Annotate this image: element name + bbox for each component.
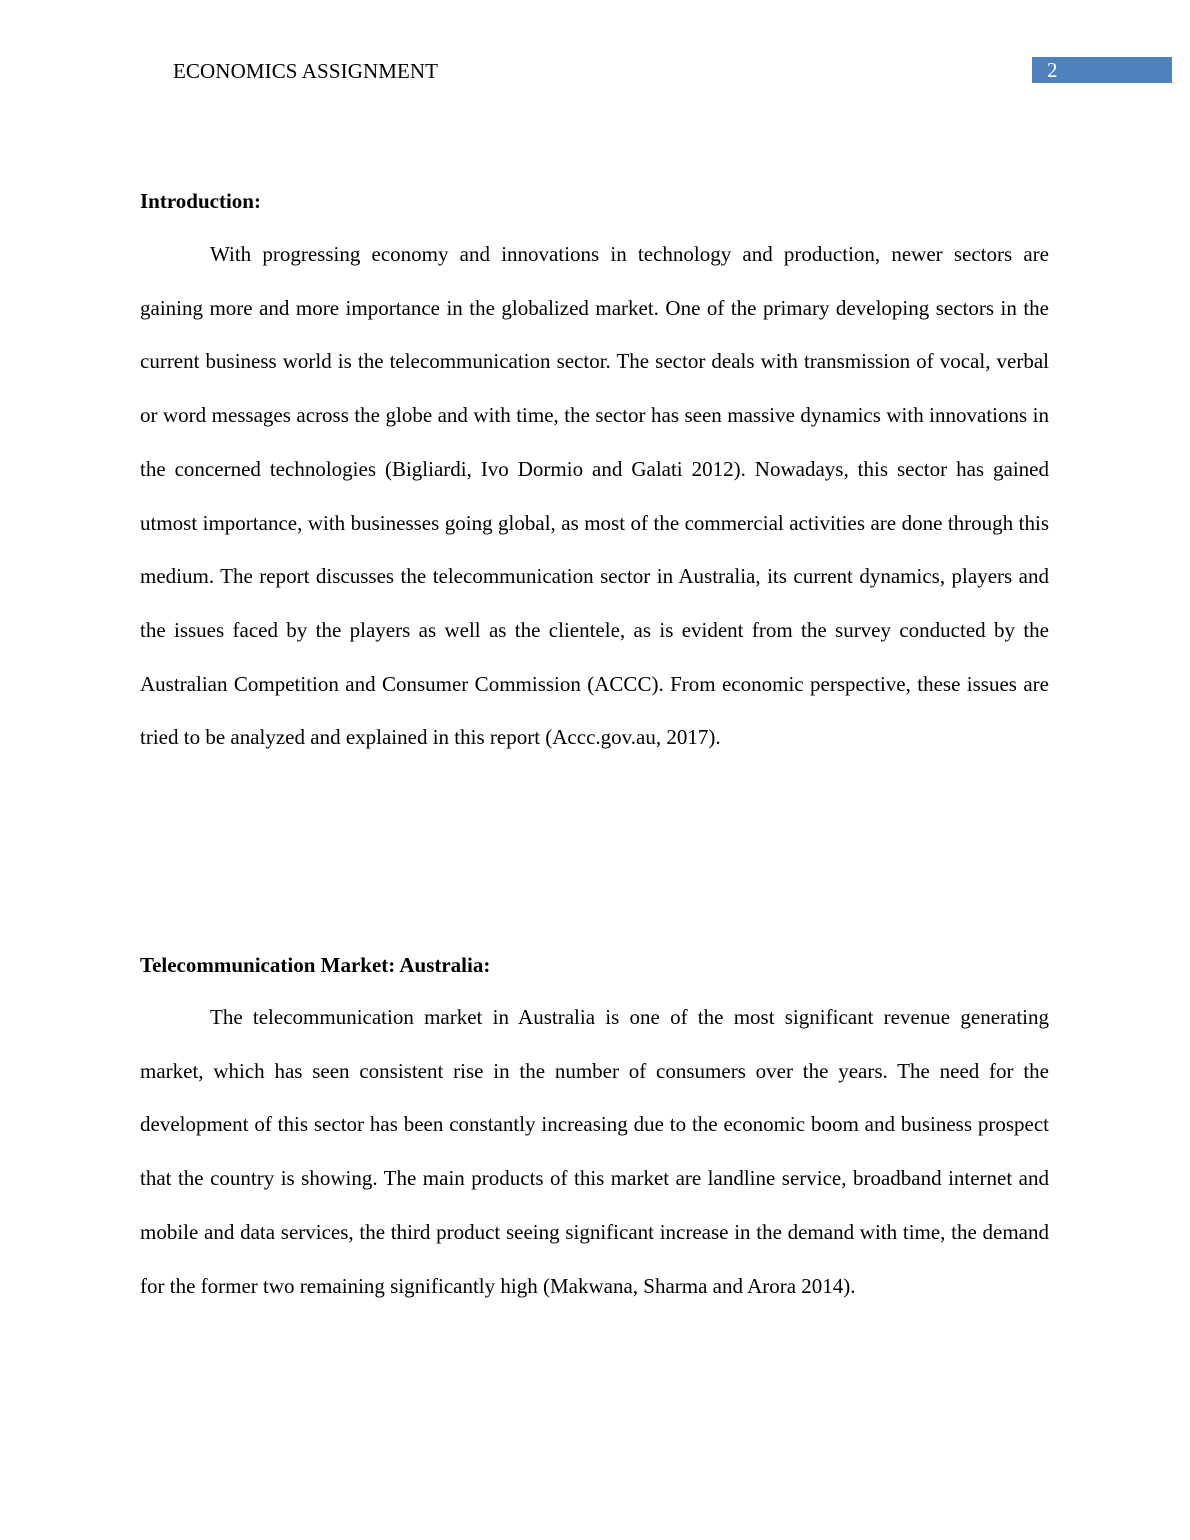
running-header-title: ECONOMICS ASSIGNMENT xyxy=(173,59,439,83)
section-heading-introduction: Introduction: xyxy=(140,189,261,213)
page-number: 2 xyxy=(1047,58,1058,82)
page-number-badge xyxy=(1032,57,1172,83)
section-heading-telecommunication-market: Telecommunication Market: Australia: xyxy=(140,953,491,977)
introduction-paragraph: With progressing economy and innovations in technology and production, newer sectors are gaining more and more importance in the globalized market. One of the primary developing sectors in the current business world is the telecommunication sector. The sector deals with transmission of vocal, verbal or word messages across the globe and with time, the sector has seen massive dynamics with innovations in the concerned technologies (Bigliardi, Ivo Dormio and Galati 2012). Nowadays, this sector has gained utmost importance, with businesses going global, as most of the commercial activities are done through this medium. The report discusses the telecommunication sector in Australia, its current dynamics, players and the issues faced by the players as well as the clientele, as is evident from the survey conducted by the Australian Competition and Consumer Commission (ACCC). From economic perspective, these issues are tried to be analyzed and explained in this report (Accc.gov.au, 2017). xyxy=(140,242,1049,750)
telecommunication-market-paragraph: The telecommunication market in Australia is one of the most significant revenue generating market, which has seen consistent rise in the number of consumers over the years. The need for the development of this sector has been constantly increasing due to the economic boom and business prospect that the country is showing. The main products of this market are landline service, broadband internet and mobile and data services, the third product seeing significant increase in the demand with time, the demand for the former two remaining significantly high (Makwana, Sharma and Arora 2014). xyxy=(140,1005,1049,1298)
